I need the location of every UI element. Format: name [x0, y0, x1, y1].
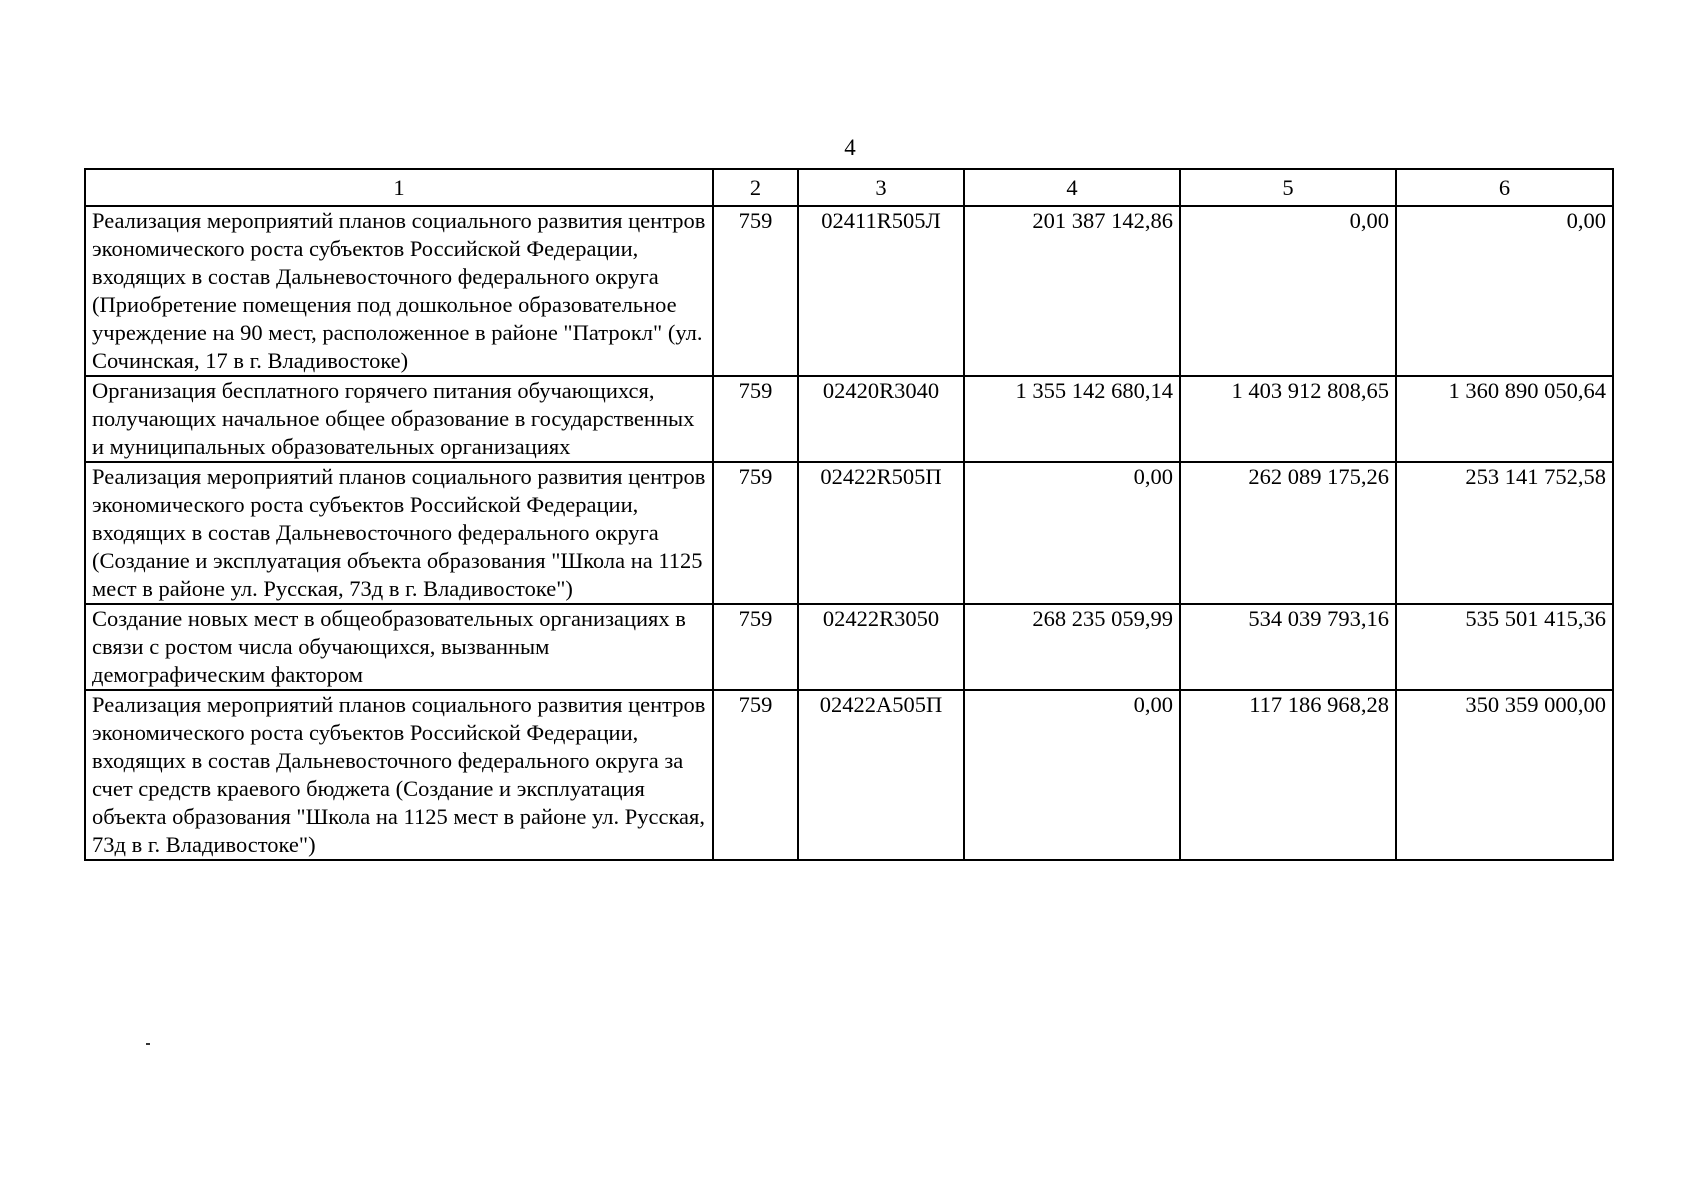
column-header: 1	[85, 169, 713, 206]
row-amount-year-3: 535 501 415,36	[1396, 604, 1613, 690]
row-amount-year-3: 350 359 000,00	[1396, 690, 1613, 860]
table-row	[85, 690, 1613, 860]
row-target-article: 02420R3040	[798, 376, 964, 462]
row-description: Реализация мероприятий планов социального развития центров экономического роста субъектов Российской Федерации, входящих в состав Дальневосточного федерального округа (Создание и эксплуатация объекта образования "Школа на 1125 мест в районе ул. Русская, 73д в г. Владивостоке")	[85, 462, 713, 604]
row-target-article: 02422R505П	[798, 462, 964, 604]
row-department-code: 759	[713, 376, 798, 462]
row-amount-year-2: 0,00	[1180, 206, 1396, 376]
row-description: Организация бесплатного горячего питания обучающихся, получающих начальное общее образование в государственных и муниципальных образовательных организациях	[85, 376, 713, 462]
row-amount-year-3: 1 360 890 050,64	[1396, 376, 1613, 462]
row-department-code: 759	[713, 690, 798, 860]
row-amount-year-2: 262 089 175,26	[1180, 462, 1396, 604]
row-amount-year-1: 1 355 142 680,14	[964, 376, 1180, 462]
row-amount-year-3: 0,00	[1396, 206, 1613, 376]
budget-table	[84, 168, 1614, 861]
row-target-article: 02422R3050	[798, 604, 964, 690]
row-description: Реализация мероприятий планов социального развития центров экономического роста субъектов Российской Федерации, входящих в состав Дальневосточного федерального округа за счет средств краевого бюджета (Создание и эксплуатация объекта образования "Школа на 1125 мест в районе ул. Русская, 73д в г. Владивостоке")	[85, 690, 713, 860]
row-description: Создание новых мест в общеобразовательных организациях в связи с ростом числа обучающихся, вызванным демографическим фактором	[85, 604, 713, 690]
column-header: 6	[1396, 169, 1613, 206]
row-target-article: 02411R505Л	[798, 206, 964, 376]
table-row	[85, 604, 1613, 690]
row-department-code: 759	[713, 604, 798, 690]
table-row	[85, 462, 1613, 604]
row-amount-year-3: 253 141 752,58	[1396, 462, 1613, 604]
row-amount-year-1: 0,00	[964, 690, 1180, 860]
row-amount-year-2: 534 039 793,16	[1180, 604, 1396, 690]
column-header: 2	[713, 169, 798, 206]
row-amount-year-2: 117 186 968,28	[1180, 690, 1396, 860]
row-amount-year-1: 268 235 059,99	[964, 604, 1180, 690]
row-amount-year-1: 201 387 142,86	[964, 206, 1180, 376]
row-description: Реализация мероприятий планов социального развития центров экономического роста субъектов Российской Федерации, входящих в состав Дальневосточного федерального округа (Приобретение помещения под дошкольное образовательное учреждение на 90 мест, расположенное в районе "Патрокл" (ул. Сочинская, 17 в г. Владивостоке)	[85, 206, 713, 376]
row-department-code: 759	[713, 206, 798, 376]
scan-speck	[146, 1043, 150, 1045]
table-header-row	[85, 169, 1613, 206]
row-target-article: 02422A505П	[798, 690, 964, 860]
table-row	[85, 206, 1613, 376]
row-amount-year-2: 1 403 912 808,65	[1180, 376, 1396, 462]
column-header: 3	[798, 169, 964, 206]
row-department-code: 759	[713, 462, 798, 604]
table-row	[85, 376, 1613, 462]
column-header: 4	[964, 169, 1180, 206]
row-amount-year-1: 0,00	[964, 462, 1180, 604]
page-number: 4	[844, 135, 856, 160]
column-header: 5	[1180, 169, 1396, 206]
